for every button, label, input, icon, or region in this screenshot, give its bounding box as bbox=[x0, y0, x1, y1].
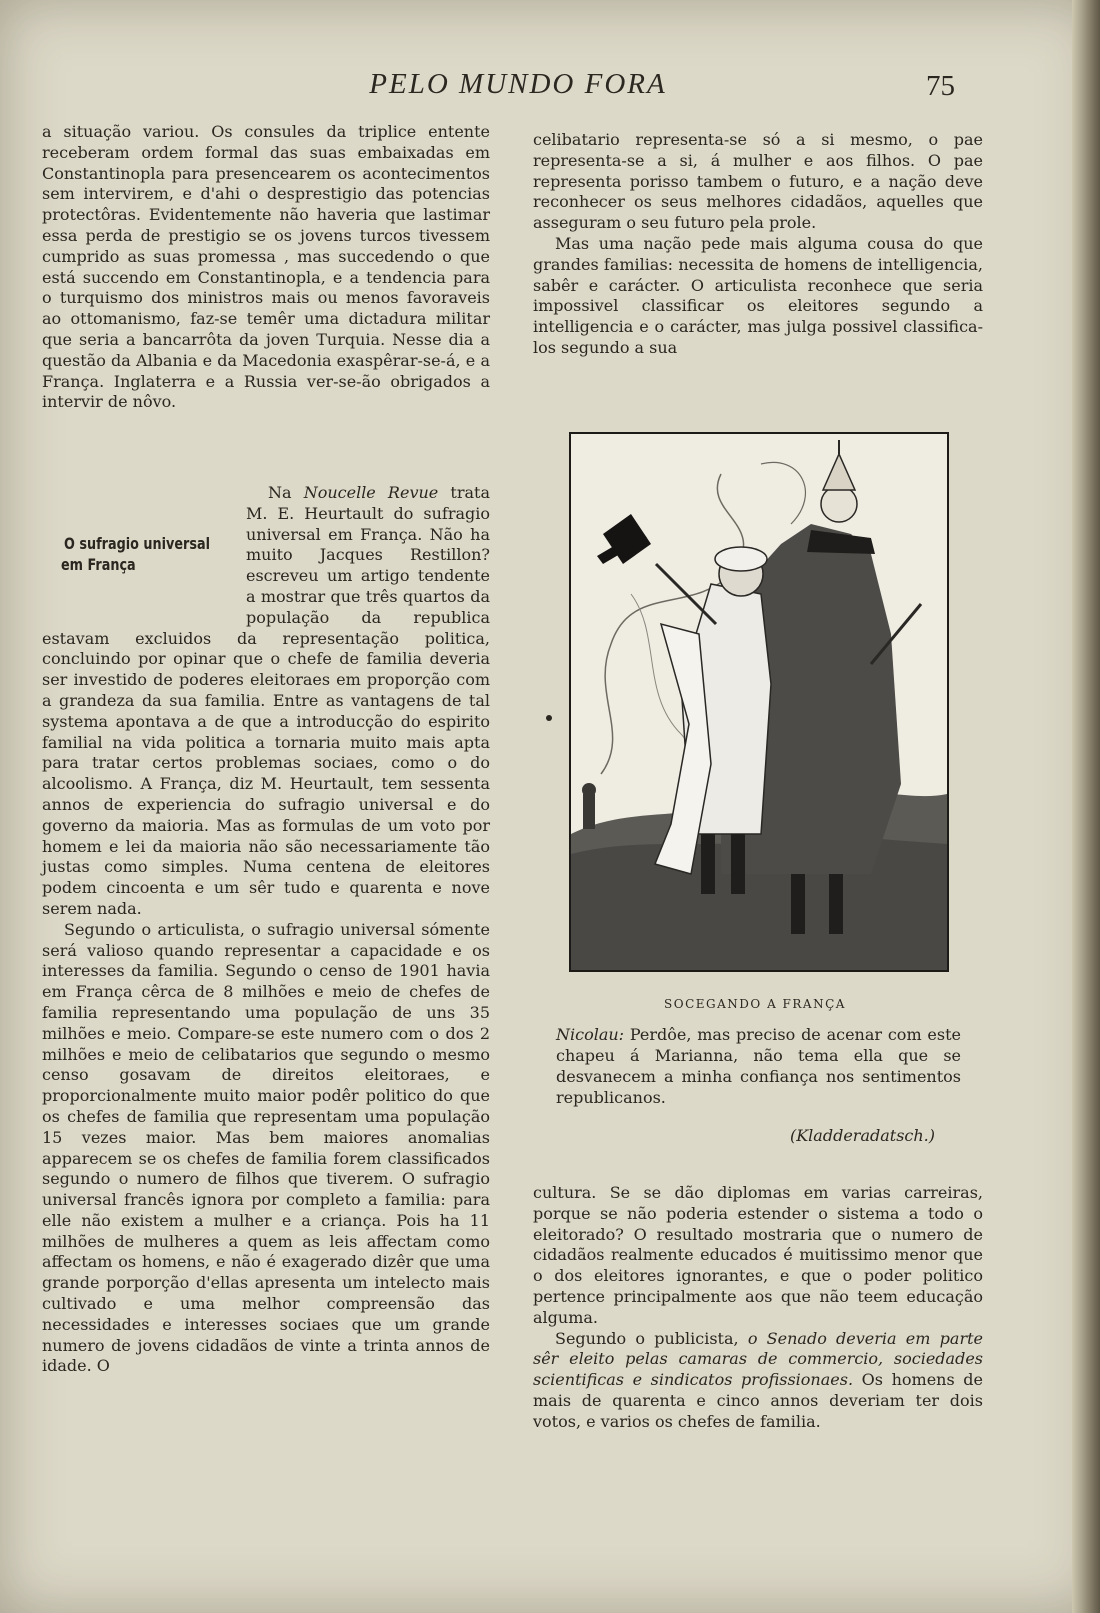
cartoon-illustration bbox=[569, 432, 949, 972]
ornament-dot bbox=[546, 715, 552, 721]
text-run: Segundo o publicista, bbox=[555, 1328, 748, 1348]
caption-speaker: Nicolau: bbox=[556, 1025, 625, 1044]
right-column-top bbox=[533, 130, 983, 359]
left-column-top bbox=[42, 122, 490, 413]
section-sidenote: O sufragio universal em França bbox=[61, 534, 210, 574]
paragraph: a situação variou. Os consules da triplice entente receberam ordem formal das suas embaixadas em Constantinopla para presencearem os acontecimentos sem intervirem, e d'ahi o desprestigio das potencias protectôras. Evidentemente não haveria que lastimar essa perda de prestigio se os jovens turcos tivessem cumprido as suas promessa , mas succedendo o que está succendo em Constantinopla, e a tendencia para o turquismo dos ministros mais ou menos favoraveis ao ottomanismo, faz-se temêr uma dictadura militar que seria a bancarrôta da joven Turquia. Nesse dia a questão da Albania e da Macedonia exaspêrar-se-á, e a França. Inglaterra e a Russia ver-se-ão obrigados a intervir de nôvo. bbox=[42, 122, 490, 412]
paragraph: cultura. Se se dão diplomas em varias carreiras, porque se não poderia estender o sistema a todo o eleitorado? O resultado mostraria que o numero de cidadãos realmente educados é muitissimo menor que o dos eleitores ignorantes, e que o poder politico pertence principalmente aos que não teem educação alguma. bbox=[533, 1183, 983, 1327]
text-run: trata M. E. Heurtault do sufragio universal em França. Não ha muito Jacques Restillon? escreveu um artigo tendente a mostrar que três quartos da população da republica estavam excluidos da representação politica, concluindo por opinar que o chefe de familia deveria ser investido de poderes eleitoraes em proporção com a grandeza da sua familia. Entre as vantagens de tal systema apontava a de que a introducção do espirito familial na vida politica a tornaria muito mais apta para tratar certos problemas sociaes, como o do alcoolismo. A França, diz M. Heurtault, tem sessenta annos de experiencia do sufragio universal e do governo da maioria. Mas as formulas de um voto por homem e lei da maioria não são necessariamente tão justas como simples. Numa centena de eleitores podem cincoenta e um sêr tudo e quarenta e nove serem nada. bbox=[42, 483, 491, 918]
paragraph bbox=[533, 1329, 983, 1433]
cartoon-drawing bbox=[571, 434, 947, 970]
right-column-bottom bbox=[533, 1183, 983, 1433]
running-title: PELO MUNDO FORA bbox=[369, 68, 667, 100]
page-number: 75 bbox=[926, 70, 955, 102]
paragraph: Mas uma nação pede mais alguma cousa do que grandes familias: necessita de homens de intelligencia, sabêr e carácter. O articulista reconhece que seria impossivel classificar os eleitores segundo a intelligencia e o carácter, mas julga possivel classifica-los segundo a sua bbox=[533, 233, 983, 357]
article-section-sufragio bbox=[42, 483, 490, 1377]
figure-title: SOCEGANDO A FRANÇA bbox=[664, 997, 846, 1011]
paragraph: celibatario representa-se só a si mesmo, o pae representa-se a si, á mulher e aos filhos. O pae representa porisso tambem o futuro, e a nação deve reconhecer os seus melhores cidadãos, aquelles que asseguram o seu futuro pela prole. bbox=[533, 130, 983, 233]
paragraph: Segundo o articulista, o sufragio universal sómente será valioso quando representar a capacidade e os interesses da familia. Segundo o censo de 1901 havia em França cêrca de 8 milhões e meio de chefes de familia representando uma população de uns 35 milhões e meio. Compare-se este numero com o dos 2 milhões e meio de celibatarios que segundo o mesmo censo gosavam de direitos eleitoraes, e proporcionalmente muito maior podêr politico do que os chefes de familia que representam uma população 15 vezes maior. Mas bem maiores anomalias apparecem se os chefes de familia forem classificados segundo o numero de filhos que tiverem. O sufragio universal francês ignora por completo a familia: para elle não existem a mulher e a criança. Pois ha 11 milhões de mulheres a quem as leis affectam como affectam os homens, e não é exagerado dizêr que uma grande porporção d'ellas apresenta um intelecto mais cultivado e uma melhor compreensão das necessidades e interesses sociaes que um grande numero de jovens cidadãos de vinte a trinta annos de idade. O bbox=[42, 919, 490, 1376]
text-run: Na bbox=[268, 483, 304, 502]
caption-text: Perdôe, mas preciso de acenar com este chapeu á Marianna, não tema ella que se desvanecem a minha confiança nos sentimentos republicanos. bbox=[556, 1025, 961, 1107]
figure-source: (Kladderadatsch.) bbox=[789, 1126, 935, 1145]
book-spine-shadow bbox=[1072, 0, 1100, 1613]
text-run: Os homens de mais de quarenta e cinco annos deveriam ter dois votos, e varios os chefes de familia. bbox=[533, 1370, 983, 1431]
journal-name: Noucelle Revue bbox=[303, 483, 439, 502]
figure-caption bbox=[556, 1024, 961, 1108]
emphasis-text: o Senado deveria em parte sêr eleito pelas camaras de commercio, sociedades scientificas e sindicatos profissionaes. bbox=[533, 1328, 983, 1390]
